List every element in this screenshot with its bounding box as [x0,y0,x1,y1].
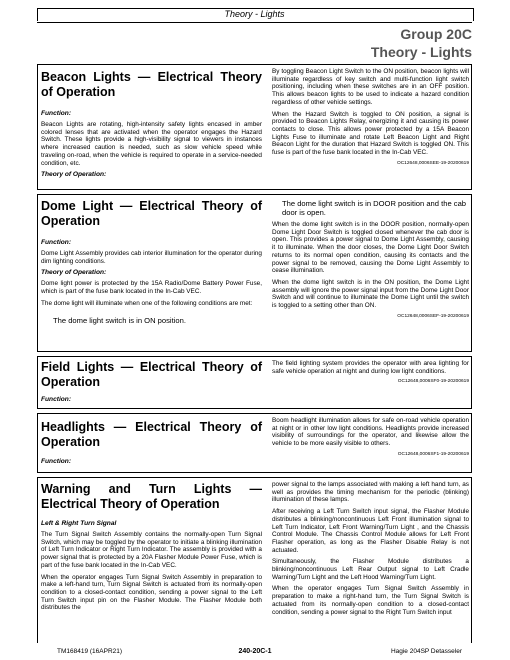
doc-code: OC12648,0006SEF-19-20200619 [397,313,469,319]
function-label: Function: [41,239,72,246]
group-number: Group 20C [400,26,472,42]
section-title: Dome Light — Electrical Theory of Operation [41,199,262,228]
paragraph: Beacon Lights are rotating, high-intensity safety lights encased in amber colored lenses that are activated when the operator engages the Hazard Switch. These lights provide a high-visibility signal to viewers in instances where increased caution is needed, such as slow vehicle speed while traveling on-road, when the vehicle is required to operate in a service-needed condition, etc. [41,121,262,167]
doc-code: OC12648,0006SEE-19-20200619 [396,160,469,166]
theory-label: Theory of Operation: [41,171,107,179]
paragraph: When the dome light switch is in the ON position, the Dome Light assembly will ignore the power signal input from the Dome Light Door Switch and will continue to illuminate the Dome Light until the switch is toggled to a setting other than ON. [272,278,469,310]
section-title: Warning and Turn Lights — Electrical Theory of Operation [41,482,262,511]
footer-page-number: 240-20C-1 [238,648,272,655]
section-beacon-lights [37,64,472,190]
header-rule [37,22,472,23]
paragraph: When the operator engages Turn Signal Switch Assembly in preparation to make a left-hand turn, Turn Signal Switch is actuated from its normally-open condition to a closed-contact condition, sending a power signal to the Left Turn Switch input pin on the Flasher Module. The Flasher Module both distributes the [41,573,262,612]
paragraph: After receiving a Left Turn Switch input signal, the Flasher Module distributes a blinking/noncontinuous Left Front illumination signal to Left Turn Indicator, Left Front Warning/Turn Light , and the Chassis Control Module. The Chassis Control Module allows for Left Front Flasher operation, as long as the Flasher Disable Relay is not actuated. [272,508,469,554]
paragraph: When the dome light switch is in the DOOR position, normally-open Dome Light Door Switch is toggled closed whenever the cab door is open. This provides a power signal to Dome Light Assembly, causing it to illuminate. When the door closes, the Dome Light Door Switch returns to its normal open condition, causing its contacts and the power signal to be removed, causing the Dome Light Assembly to cease illumination. [272,221,469,275]
paragraph: When the operator engages Turn Signal Switch Assembly in preparation to make a right-hand turn, the Turn Signal Switch is actuated from its normally-open condition to a closed-contact condition, sending a power signal to the Right Turn Switch input [272,585,469,616]
section-title: Field Lights — Electrical Theory of Operation [41,360,262,389]
paragraph: By toggling Beacon Light Switch to the ON position, beacon lights will illuminate regardless of key switch and multi-function light switch positioning, including when these switches are in an OFF position. This allows beacon lights to be used to indicate a hazard condition regardless of other vehicle settings. [272,68,469,106]
paragraph: power signal to the lamps associated with making a left hand turn, as well as provides the timing mechanism for the periodic (blinking) illumination of these lamps. [272,481,469,504]
section-title: Headlights — Electrical Theory of Operation [41,420,262,449]
section-field-lights [37,356,472,409]
section-warning-turn-lights [37,477,472,643]
paragraph: The dome light will illuminate when one of the following conditions are met: [41,299,253,307]
condition-item: The dome light switch is in DOOR position and the cab door is open. [282,199,467,217]
paragraph: Dome Light Assembly provides cab interior illumination for the operator during dim lighting conditions. [41,250,262,265]
paragraph: When the Hazard Switch is toggled to ON position, a signal is provided to Beacon Lights Relay, energizing it and causing its power contacts to close. This allows power protected by a 15A Beacon Lights Fuse to illuminate and rotate Left Beacon Light and Right Beacon Light for the duration that Hazard Switch is toggled ON. This fuse is part of the fuse bank located in the In-Cab VEC. [272,110,469,157]
footer-doc-id: TM168419 (16APR21) [57,648,123,655]
theory-label: Theory of Operation: [41,269,107,277]
subheading: Left & Right Turn Signal [41,520,117,527]
function-label: Function: [41,110,72,117]
section-title: Beacon Lights — Electrical Theory of Operation [41,70,262,99]
paragraph: Simultaneously, the Flasher Module distributes a blinking/noncontinuous Left Rear Output signal to Left Cradle Warning/Turn Light and the Left Hood Warning/Turn Light. [272,558,469,581]
section-headlights [37,413,472,473]
running-header: Theory - Lights [224,9,285,19]
function-label: Function: [41,396,72,403]
group-title: Theory - Lights [370,44,472,60]
function-label: Function: [41,458,72,465]
paragraph: Boom headlight illumination allows for safe on-road vehicle operation at night or in other low light conditions. Headlights provide increased visibility of surroundings for the operator, and likewise allow the vehicle to be more easily visible to others. [272,417,469,448]
paragraph: The Turn Signal Switch Assembly contains the normally-open Turn Signal Switch, which may be toggled by the operator to initiate a blinking illumination of Left Turn Indicator or Right Turn Indicator. The assembly is provided with a power signal that is protected by a 20A Flasher Module Power Fuse, which is part of the fuse bank located in the In-Cab VEC. [41,531,262,569]
doc-code: OC12648,0006SF1-19-20200619 [397,451,469,457]
condition-item: The dome light switch is in ON position. [53,315,186,325]
section-dome-light [37,194,472,352]
doc-code: OC12648,0006SF0-19-20200619 [397,379,469,385]
paragraph: The field lighting system provides the operator with area lighting for safe vehicle operation at night and during low light conditions. [272,360,469,375]
footer-product: Hagie 204SP Detasseler [390,648,462,655]
paragraph: Dome light power is protected by the 15A Radio/Dome Battery Power Fuse, which is part of the fuse bank located in the In-Cab VEC. [41,280,262,296]
